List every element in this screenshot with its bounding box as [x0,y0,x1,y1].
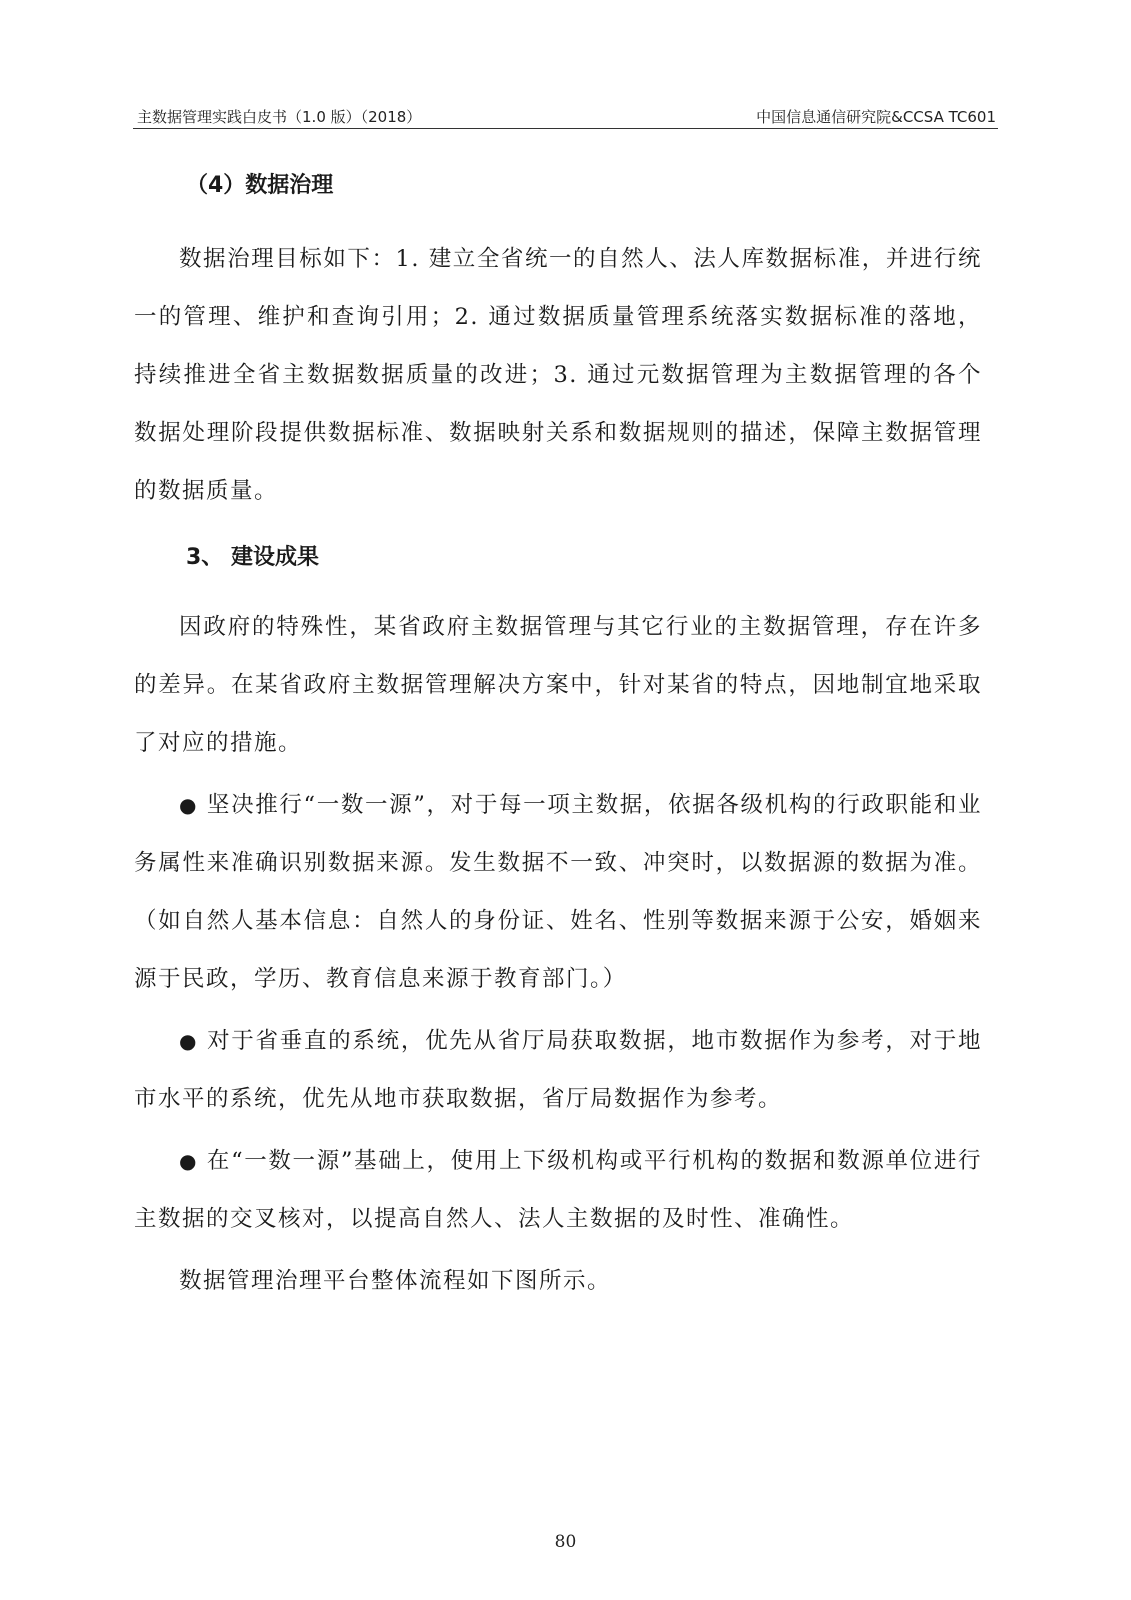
page-number: 80 [554,1532,577,1552]
section-heading-data-governance: （4）数据治理 [186,173,334,198]
document-title: 主数据管理实践白皮书（1.0 版）（2018） [137,108,422,126]
bullet-text: 坚决推行“一数一源”，对于每一项主数据，依据各级机构的行政职能和业务属性来准确识别数据来源。发生数据不一致、冲突时，以数据源的数据为准。（如自然人基本信息：自然人的身份证、姓名、性别等数据来源于公安，婚姻来源于民政，学历、教育信息来源于教育部门。） [134,792,982,992]
results-intro-paragraph: 因政府的特殊性，某省政府主数据管理与其它行业的主数据管理，存在许多的差异。在某省政府主数据管理解决方案中，针对某省的特点，因地制宜地采取了对应的措施。 [134,614,982,756]
bullet-dot-icon: ● [179,1149,199,1173]
bullet-text: 在“一数一源”基础上，使用上下级机构或平行机构的数据和数源单位进行主数据的交叉核对，以提高自然人、法人主数据的及时性、准确性。 [134,1148,982,1232]
section-heading-results: 3、 建设成果 [186,545,319,570]
bullet-item [134,776,982,1008]
bullet-item [134,1132,982,1248]
page-header [133,104,998,129]
bullet-item [134,1012,982,1128]
closing-paragraph: 数据管理治理平台整体流程如下图所示。 [179,1268,612,1294]
page-body [134,170,982,1310]
bullet-dot-icon: ● [179,793,199,817]
governance-goals-paragraph: 数据治理目标如下：1. 建立全省统一的自然人、法人库数据标准，并进行统一的管理、维护和查询引用；2. 通过数据质量管理系统落实数据标准的落地，持续推进全省主数据数据质量的改进；3. 通过元数据管理为主数据管理的各个数据处理阶段提供数据标准、数据映射关系和数据规则的描述，保障主数据管理的数据质量。 [134,246,982,504]
bullet-dot-icon: ● [179,1029,199,1053]
organization-name: 中国信息通信研究院&CCSA TC601 [756,108,996,126]
bullet-text: 对于省垂直的系统，优先从省厅局获取数据，地市数据作为参考，对于地市水平的系统，优先从地市获取数据，省厅局数据作为参考。 [134,1028,983,1112]
